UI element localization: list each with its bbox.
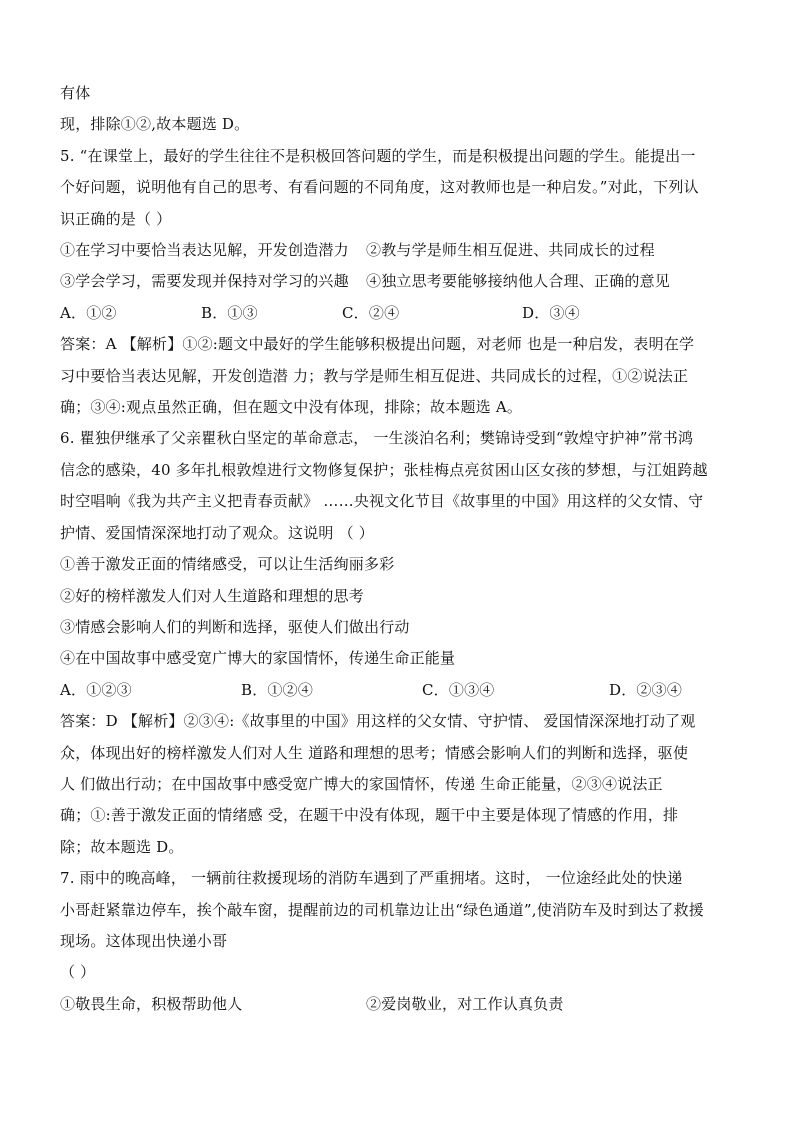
option-b: B．①③ <box>201 303 258 322</box>
option-d: D．②③④ <box>609 680 683 699</box>
option-b: B．①②④ <box>241 680 314 699</box>
statement-row <box>60 235 750 266</box>
statement-4: ④独立思考要能够接纳他人合理、正确的意见 <box>366 272 671 291</box>
question-5-stem: 个好问题，说明他有自己的思考、有看问题的不同角度，这对教师也是一种启发。”对此，下列认 <box>60 178 699 197</box>
question-6-options <box>60 675 750 706</box>
question-7-stem: 7. 雨中的晚高峰， 一辆前往救援现场的消防车遇到了严重拥堵。这时， 一位途经此处的快递 <box>60 869 683 888</box>
statement-4: ④在中国故事中感受宽广博大的家国情怀，传递生命正能量 <box>60 649 456 668</box>
statement-3: ③学会学习，需要发现并保持对学习的兴趣 <box>60 272 349 291</box>
answer-line: 除；故本题选 D。 <box>60 837 184 856</box>
statement-2: ②好的榜样激发人们对人生道路和理想的思考 <box>60 586 365 605</box>
option-a: A．①② <box>60 303 117 322</box>
text-line: 有体 <box>60 84 91 102</box>
statement-2: ②教与学是师生相互促进、共同成长的过程 <box>366 241 655 260</box>
answer-bracket: （ ） <box>60 963 96 982</box>
statement-1: ①善于激发正面的情绪感受，可以让生活绚丽多彩 <box>60 555 395 574</box>
statement-1: ①敬畏生命，积极帮助他人 <box>60 994 243 1013</box>
statement-3: ③情感会影响人们的判断和选择，驱使人们做出行动 <box>60 617 410 636</box>
answer-line: 确；③④:观点虽然正确，但在题文中没有体现，排除；故本题选 A。 <box>60 398 523 417</box>
document-page <box>60 78 750 1020</box>
option-d: D．③④ <box>522 303 580 322</box>
question-5-options <box>60 298 750 329</box>
question-5-stem: 识正确的是（ ） <box>60 209 172 228</box>
statement-2: ②爱岗敬业，对工作认真负责 <box>366 994 564 1013</box>
question-6-stem: 时空唱响《我为共产主义把青春贡献》 ……央视文化节目《故事里的中国》用这样的父女情、守 <box>60 492 704 511</box>
question-6-stem: 6. 瞿独伊继承了父亲瞿秋白坚定的革命意志， 一生淡泊名利；樊锦诗受到“敦煌守护神”常书鸿 <box>60 429 694 448</box>
option-c: C．②④ <box>342 303 400 322</box>
statement-1: ①在学习中要恰当表达见解，开发创造潜力 <box>60 241 349 260</box>
question-7-stem: 现场。这体现出快递小哥 <box>60 931 228 950</box>
question-7-stem: 小哥赶紧靠边停车，挨个敲车窗，提醒前边的司机靠边让出“绿色通道”,使消防车及时到达了救援 <box>60 900 704 919</box>
answer-line: 确；①:善于激发正面的情绪感 受，在题干中没有体现，题干中主要是体现了情感的作用，排 <box>60 806 679 825</box>
question-5-stem: 5. “在课堂上，最好的学生往往不是积极回答问题的学生，而是积极提出问题的学生。能提出一 <box>60 146 696 165</box>
question-6-stem: 护情、爱国情深深地打动了观众。这说明 （ ） <box>60 523 374 542</box>
option-a: A．①②③ <box>60 680 132 699</box>
question-6-stem: 信念的感染，40 多年扎根敦煌进行文物修复保护；张桂梅点亮贫困山区女孩的梦想，与江姐跨越 <box>60 460 708 479</box>
text-line: 现，排除①②,故本题选 D。 <box>60 115 250 134</box>
answer-line: 人 们做出行动；在中国故事中感受宽广博大的家国情怀，传递 生命正能量，②③④说法正 <box>60 774 663 793</box>
option-c: C．①③④ <box>422 680 495 699</box>
statement-row <box>60 266 750 297</box>
answer-line: 众，体现出好的榜样激发人们对人生 道路和理想的思考；情感会影响人们的判断和选择，驱使 <box>60 743 689 762</box>
answer-line: 答案：A 【解析】①②:题文中最好的学生能够积极提出问题，对老师 也是一种启发，表明在学 <box>60 335 695 354</box>
answer-line: 习中要恰当表达见解，开发创造潜 力；教与学是师生相互促进、共同成长的过程，①②说法正 <box>60 366 689 385</box>
answer-line: 答案：D 【解析】②③④:《故事里的中国》用这样的父女情、守护情、 爱国情深深地打动了观 <box>60 712 696 731</box>
statement-row <box>60 989 750 1020</box>
